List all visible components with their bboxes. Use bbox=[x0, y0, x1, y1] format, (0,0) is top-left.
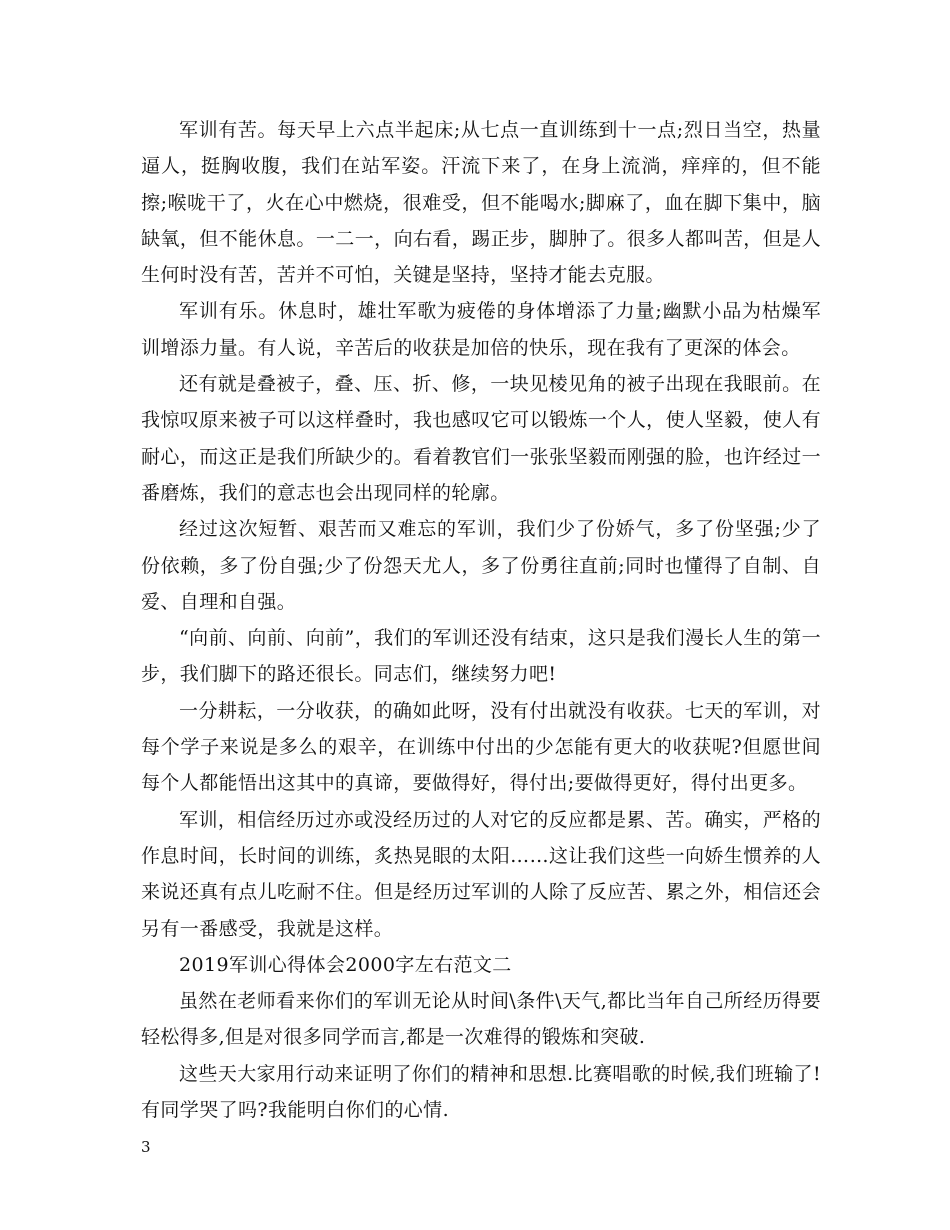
paragraph-growth: 经过这次短暂、艰苦而又难忘的军训，我们少了份娇气，多了份坚强;少了份依赖，多了份自强;少了份怨天尤人，多了份勇往直前;同时也懂得了自制、自爱、自理和自强。 bbox=[141, 518, 821, 613]
paragraph-joy: 军训有乐。休息时，雄壮军歌为疲倦的身体增添了力量;幽默小品为枯燥军训增添力量。有人说，辛苦后的收获是加倍的快乐，现在我有了更深的体会。 bbox=[141, 300, 821, 359]
section-heading: 2019军训心得体会2000字左右范文二 bbox=[179, 953, 512, 976]
page-number: 3 bbox=[141, 1138, 151, 1156]
paragraph-harvest: 一分耕耘，一分收获，的确如此呀，没有付出就没有收获。七天的军训，对每个学子来说是多么的艰辛，在训练中付出的少怎能有更大的收获呢?但愿世间每个人都能悟出这其中的真谛，要做得好，得付出;要做得更好，得付出更多。 bbox=[141, 699, 821, 795]
paragraph-forward: “向前、向前、向前”，我们的军训还没有结束，这只是我们漫长人生的第一步，我们脚下的路还很长。同志们，继续努力吧! bbox=[141, 627, 821, 686]
paragraph-hardship: 军训有苦。每天早上六点半起床;从七点一直训练到十一点;烈日当空，热量逼人，挺胸收腹，我们在站军姿。汗流下来了，在身上流淌，痒痒的，但不能擦;喉咙干了，火在心中燃烧，很难受，但不能喝水;脚麻了，血在脚下集中，脑缺氧，但不能休息。一二一，向右看，踢正步，脚肿了。很多人都叫苦，但是人生何时没有苦，苦并不可怕，关键是坚持，坚持才能去克服。 bbox=[141, 119, 821, 287]
paragraph-actions: 这些天大家用行动来证明了你们的精神和思想.比赛唱歌的时候,我们班输了!有同学哭了吗?我能明白你们的心情. bbox=[141, 1062, 821, 1122]
paragraph-folding-quilt: 还有就是叠被子，叠、压、折、修，一块见棱见角的被子出现在我眼前。在我惊叹原来被子可以这样叠时，我也感叹它可以锻炼一个人，使人坚毅，使人有耐心，而这正是我们所缺少的。看着教官们一张张坚毅而刚强的脸，也许经过一番磨炼，我们的意志也会出现同样的轮廓。 bbox=[141, 373, 821, 504]
paragraph-teacher-view: 虽然在老师看来你们的军训无论从时间\条件\天气,都比当年自己所经历得要轻松得多,但是对很多同学而言,都是一次难得的锻炼和突破. bbox=[141, 990, 821, 1049]
paragraph-feeling: 军训，相信经历过亦或没经历过的人对它的反应都是累、苦。确实，严格的作息时间，长时间的训练，炙热晃眼的太阳……这让我们这些一向娇生惯养的人来说还真有点儿吃耐不住。但是经历过军训的人除了反应苦、累之外，相信还会另有一番感受，我就是这样。 bbox=[141, 808, 821, 940]
document-body bbox=[141, 112, 821, 1128]
